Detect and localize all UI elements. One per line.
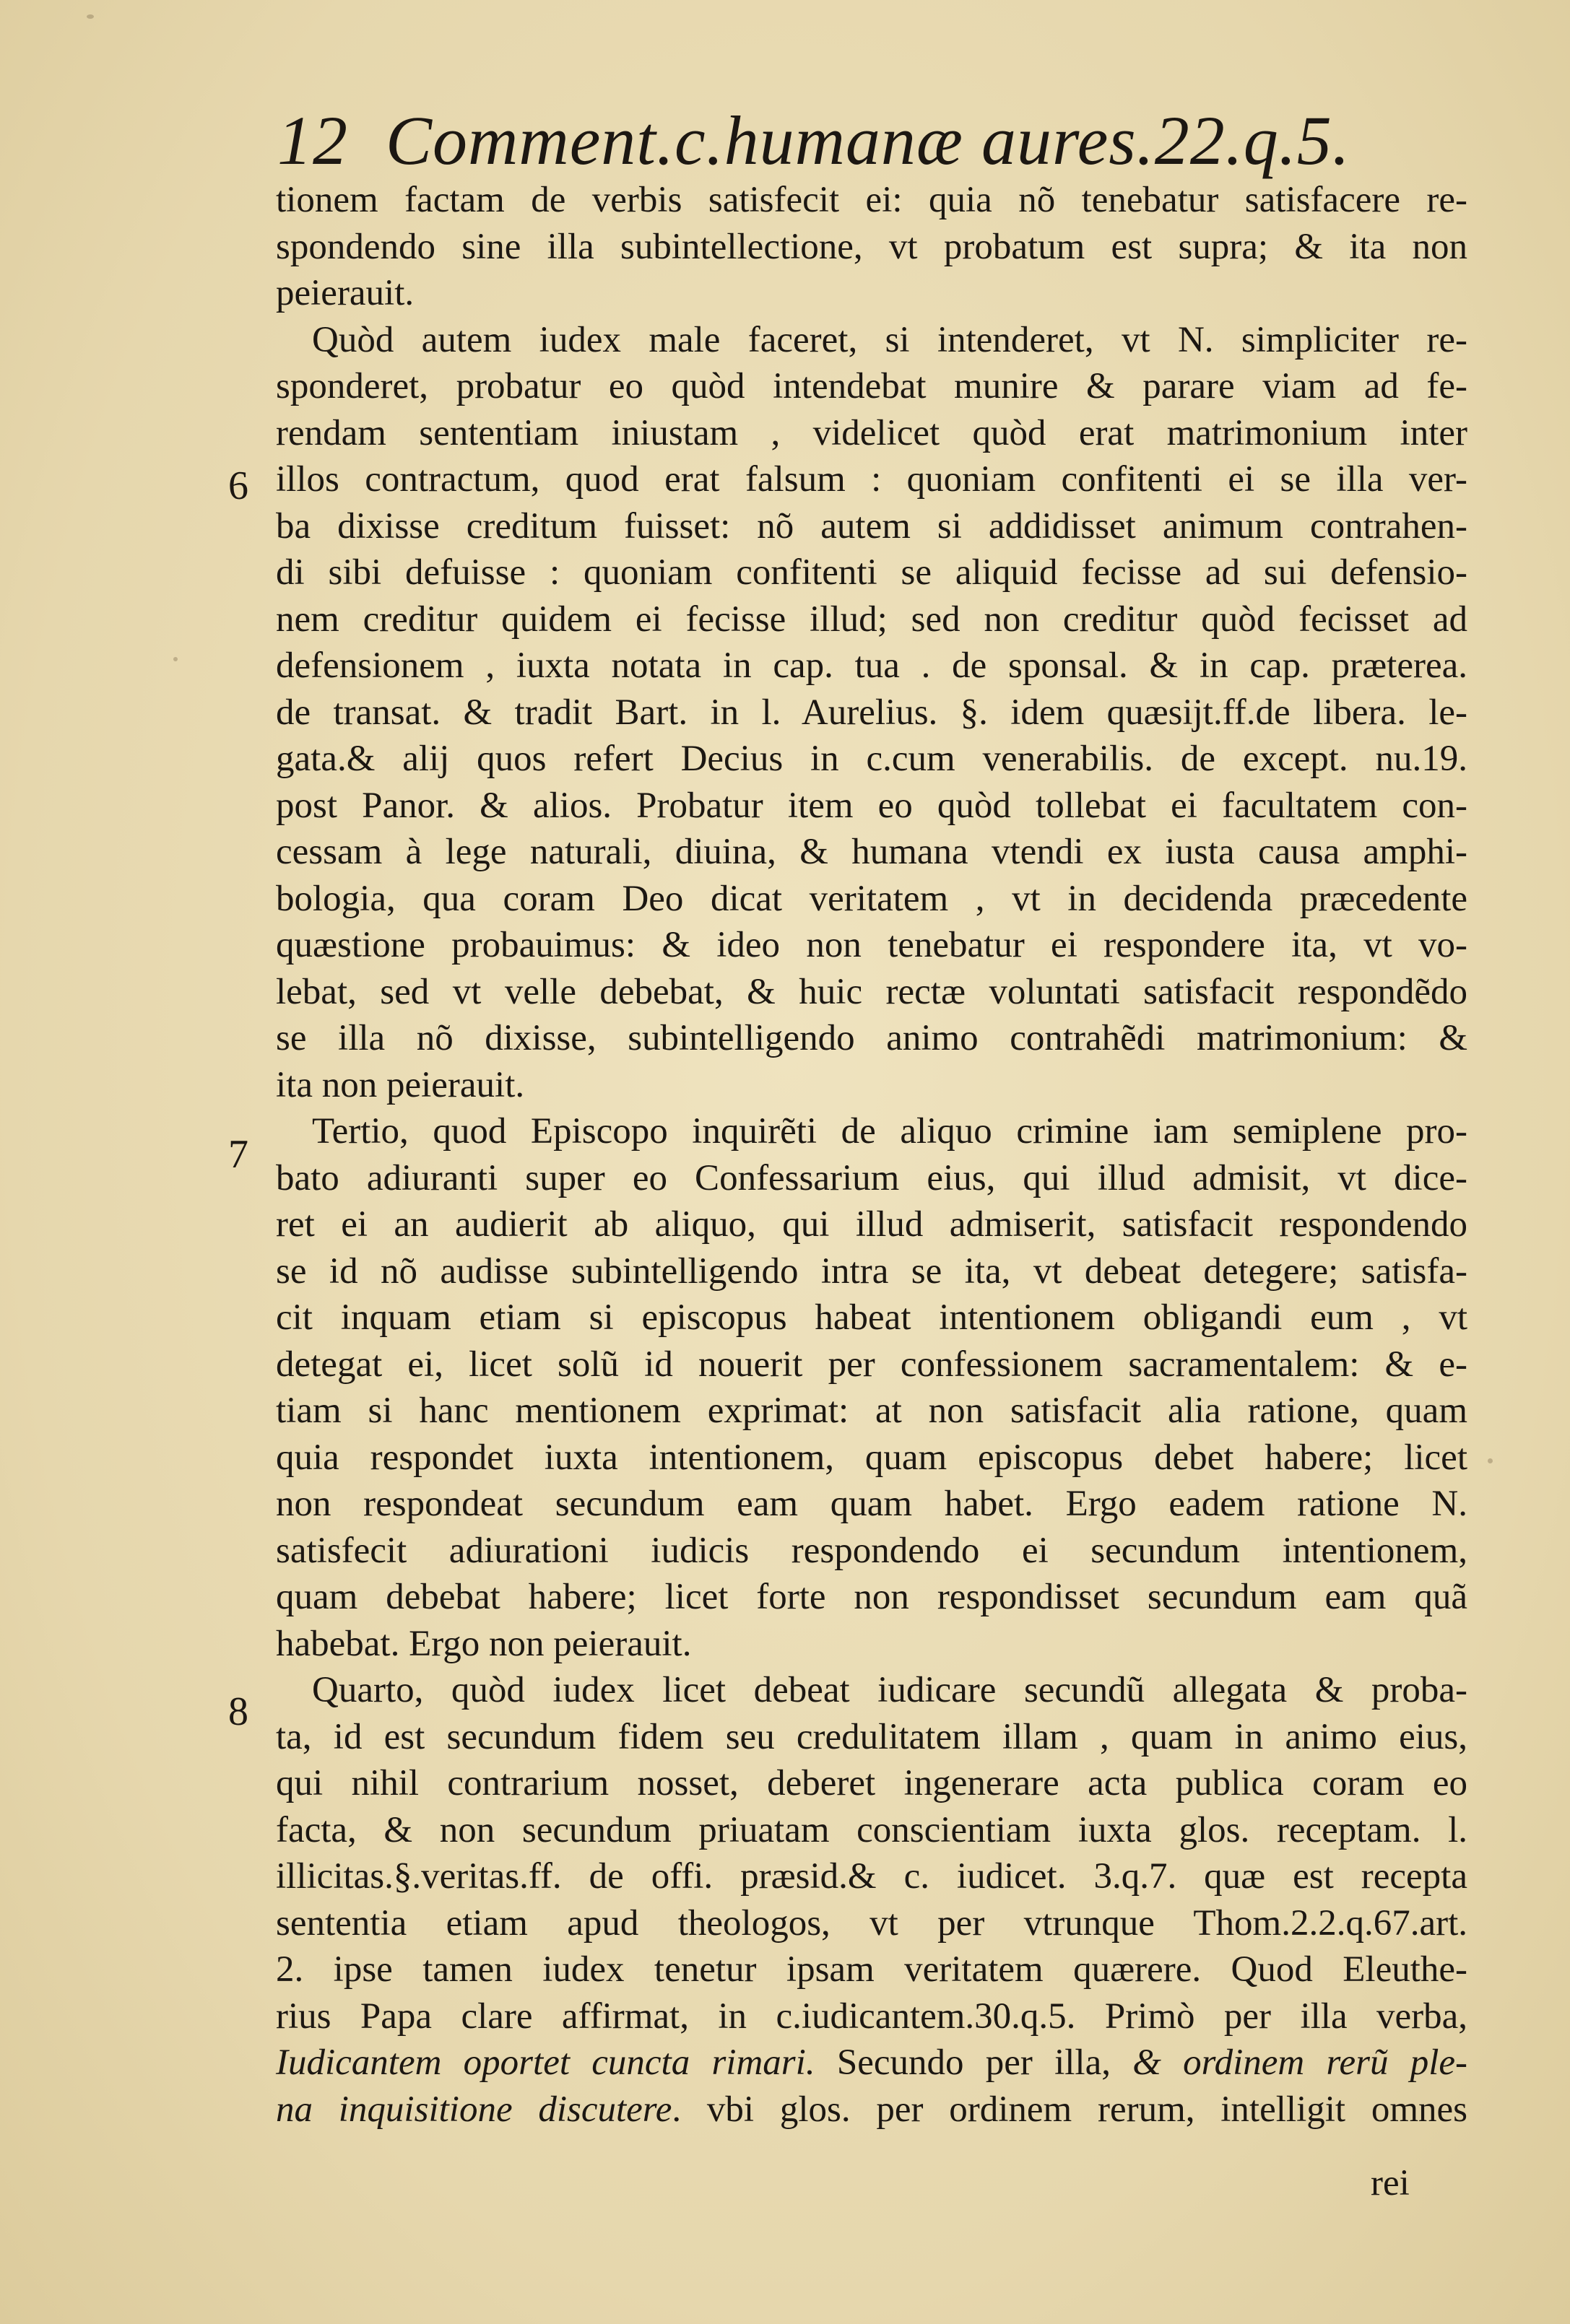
text-line: quam debebat habere; licet forte non respondisset secundum eam quã	[276, 1577, 1467, 1617]
italic-quote: & ordinem rerũ ple-	[1132, 2042, 1467, 2083]
page-number: 12	[277, 102, 348, 179]
paper-speck	[87, 14, 94, 19]
text-line: quæstione probauimus: & ideo non tenebatur ei respondere ita, vt vo-	[276, 925, 1467, 965]
paper-speck	[173, 657, 178, 661]
text-line: rendam sententiam iniustam , videlicet quòd erat matrimonium inter	[276, 412, 1467, 453]
text-line: peierauit.	[276, 273, 415, 313]
text-line: sententia etiam apud theologos, vt per vtrunque Thom.2.2.q.67.art.	[276, 1902, 1467, 1944]
text-line: rius Papa clare affirmat, in c.iudicantem.30.q.5. Primò per illa verba,	[276, 1996, 1467, 2037]
text-line: sponderet, probatur eo quòd intendebat munire & parare viam ad fe-	[276, 366, 1467, 406]
margin-number: 7	[228, 1132, 248, 1177]
text-line: se id nõ audisse subintelligendo intra se ita, vt debeat detegere; satisfa-	[276, 1250, 1467, 1292]
text-line: tionem factam de verbis satisfecit ei: quia nõ tenebatur satisfacere re-	[276, 180, 1467, 220]
text-line: ba dixisse creditum fuisset: nõ autem si addidisset animum contrahen-	[276, 505, 1467, 547]
text-line: illicitas.§.veritas.ff. de offi. præsid.& c. iudicet. 3.q.7. quæ est recepta	[276, 1856, 1467, 1897]
text-line: spondendo sine illa subintellectione, vt probatum est supra; & ita non	[276, 226, 1467, 267]
italic-quote: na inquisitione discutere	[276, 2089, 672, 2130]
text-fragment: . vbi glos. per ordinem rerum, intelligit omnes	[672, 2089, 1467, 2130]
running-header	[277, 101, 1469, 180]
text-line: facta, & non secundum priuatam conscientiam iuxta glos. receptam. l.	[276, 1809, 1467, 1850]
text-line: de transat. & tradit Bart. in l. Aurelius. §. idem quæsijt.ff.de libera. le-	[276, 692, 1467, 733]
text-line: tiam si hanc mentionem exprimat: at non satisfacit alia ratione, quam	[276, 1391, 1467, 1431]
text-line: lebat, sed vt velle debebat, & huic rectæ voluntati satisfacit respondẽdo	[276, 971, 1467, 1012]
text-line: bato adiuranti super eo Confessarium eius, qui illud admisit, vt dice-	[276, 1157, 1467, 1198]
text-line: post Panor. & alios. Probatur item eo quòd tollebat ei facultatem con-	[276, 785, 1467, 826]
catchword: rei	[1371, 2163, 1410, 2203]
text-line: cessam à lege naturali, diuina, & humana vtendi ex iusta causa amphi-	[276, 832, 1467, 872]
text-line: ret ei an audierit ab aliquo, qui illud admiserit, satisfacit respondendo	[276, 1204, 1467, 1245]
text-line: habebat. Ergo non peierauit.	[276, 1623, 692, 1664]
text-line: bologia, qua coram Deo dicat veritatem , vt in decidenda præcedente	[276, 878, 1467, 919]
text-line: detegat ei, licet solũ id nouerit per confessionem sacramentalem: & e-	[276, 1344, 1467, 1385]
text-line: illos contractum, quod erat falsum : quoniam confitenti ei se illa ver-	[276, 459, 1467, 500]
italic-quote: Iudicantem oportet cuncta rimari.	[276, 2042, 815, 2083]
text-line: gata.& alij quos refert Decius in c.cum venerabilis. de except. nu.19.	[276, 739, 1467, 779]
text-line: non respondeat secundum eam quam habet. Ergo eadem ratione N.	[276, 1484, 1467, 1524]
text-line: Quarto, quòd iudex licet debeat iudicare secundũ allegata & proba-	[312, 1670, 1467, 1710]
text-line: Tertio, quod Episcopo inquirẽti de aliquo crimine iam semiplene pro-	[312, 1111, 1467, 1152]
text-line: quia respondet iuxta intentionem, quam episcopus debet habere; licet	[276, 1437, 1467, 1478]
running-title: Comment.c.humanæ aures.22.q.5.	[386, 102, 1350, 179]
text-line: defensionem , iuxta notata in cap. tua . de sponsal. & in cap. præterea.	[276, 645, 1467, 686]
text-line: satisfecit adiurationi iudicis respondendo ei secundum intentionem,	[276, 1530, 1467, 1571]
margin-number: 8	[228, 1689, 248, 1734]
text-line: ta, id est secundum fidem seu credulitatem illam , quam in animo eius,	[276, 1716, 1467, 1757]
text-line: ita non peierauit.	[276, 1064, 525, 1105]
body-text	[276, 177, 1467, 2133]
paper-speck	[1488, 1458, 1493, 1463]
text-line: cit inquam etiam si episcopus habeat intentionem obligandi eum , vt	[276, 1297, 1467, 1338]
text-line: nem creditur quidem ei fecisse illud; sed non creditur quòd fecisset ad	[276, 599, 1467, 640]
text-line: se illa nõ dixisse, subintelligendo animo contrahẽdi matrimonium: &	[276, 1018, 1467, 1058]
text-fragment: Secundo per illa,	[815, 2042, 1133, 2083]
text-line: qui nihil contrarium nosset, deberet ingenerare acta publica coram eo	[276, 1763, 1467, 1803]
text-line: Quòd autem iudex male faceret, si intenderet, vt N. simpliciter re-	[312, 319, 1467, 360]
text-line	[276, 2040, 1467, 2086]
text-line: di sibi defuisse : quoniam confitenti se aliquid fecisse ad sui defensio-	[276, 552, 1467, 593]
text-line	[276, 2086, 1467, 2133]
margin-number: 6	[228, 464, 248, 508]
text-line: 2. ipse tamen iudex tenetur ipsam veritatem quærere. Quod Eleuthe-	[276, 1949, 1467, 1990]
